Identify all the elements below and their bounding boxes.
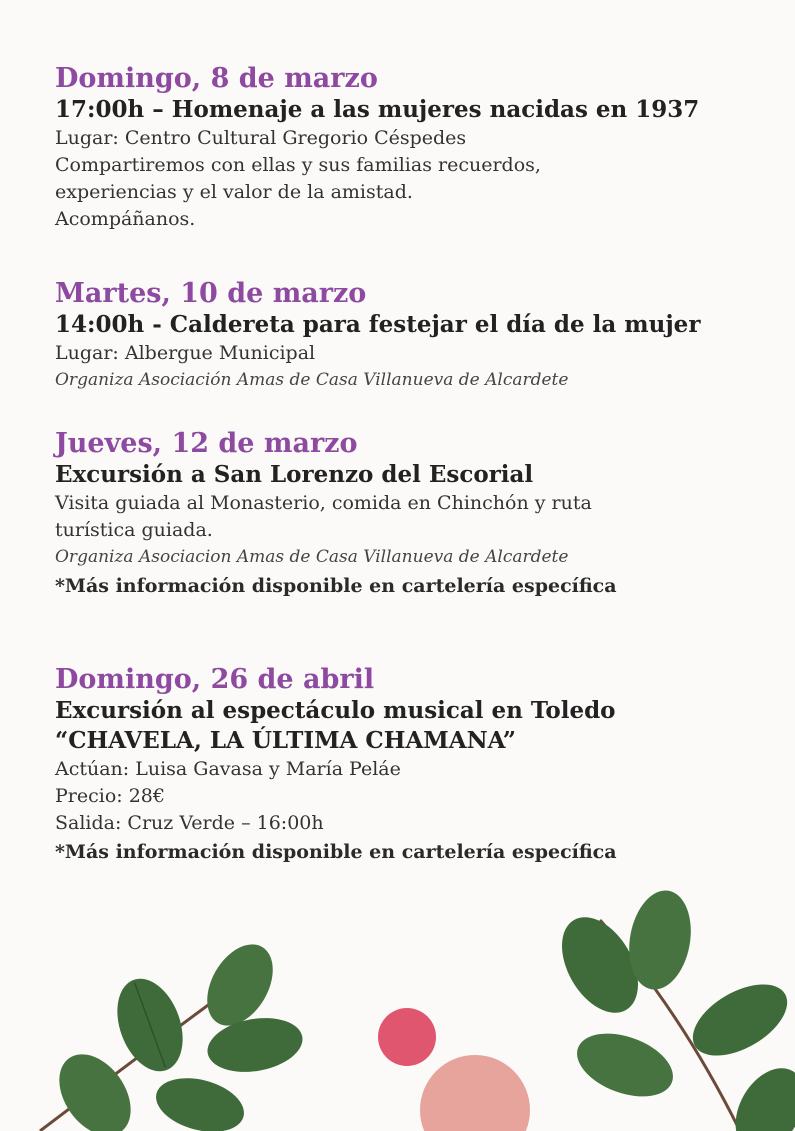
event-departure: Salida: Cruz Verde – 16:00h (55, 812, 324, 834)
event-description-line: experiencias y el valor de la amistad. (55, 181, 413, 203)
event-location: Lugar: Centro Cultural Gregorio Céspedes (55, 127, 467, 149)
event-description-line: Compartiremos con ellas y sus familias recuerdos, (55, 154, 541, 176)
event-date: Jueves, 12 de marzo (55, 428, 358, 459)
event-price: Precio: 28€ (55, 785, 165, 807)
event-info-note: *Más información disponible en cartelería específica (55, 841, 617, 863)
event-martes-10-marzo (55, 278, 765, 394)
event-domingo-26-abril (55, 664, 765, 867)
event-date: Domingo, 8 de marzo (55, 63, 378, 94)
event-description-line: Acompáñanos. (55, 208, 196, 230)
right-branch-icon (546, 886, 795, 1131)
event-show-name: “CHAVELA, LA ÚLTIMA CHAMANA” (55, 727, 516, 754)
event-domingo-8-marzo (55, 63, 765, 233)
event-date: Martes, 10 de marzo (55, 278, 367, 309)
event-performers: Actúan: Luisa Gavasa y María Peláe (55, 758, 401, 780)
event-description-line: Visita guiada al Monasterio, comida en Chinchón y ruta (55, 492, 592, 514)
event-title: 17:00h – Homenaje a las mujeres nacidas en 1937 (55, 96, 700, 123)
event-date: Domingo, 26 de abril (55, 664, 375, 695)
event-title: Excursión al espectáculo musical en Toledo (55, 697, 616, 724)
event-title: Excursión a San Lorenzo del Escorial (55, 461, 534, 488)
event-organizer: Organiza Asociacion Amas de Casa Villanueva de Alcardete (55, 547, 569, 567)
left-branch-icon (40, 933, 307, 1131)
event-organizer: Organiza Asociación Amas de Casa Villanueva de Alcardete (55, 370, 569, 390)
red-dot-icon (378, 1008, 436, 1066)
event-info-note: *Más información disponible en cartelería específica (55, 575, 617, 597)
pink-dot-icon (420, 1055, 530, 1131)
event-description-line: turística guiada. (55, 519, 213, 541)
decorative-leaves-illustration (0, 880, 795, 1131)
event-title: 14:00h - Caldereta para festejar el día de la mujer (55, 311, 701, 338)
event-jueves-12-marzo (55, 428, 765, 601)
event-location: Lugar: Albergue Municipal (55, 342, 316, 364)
